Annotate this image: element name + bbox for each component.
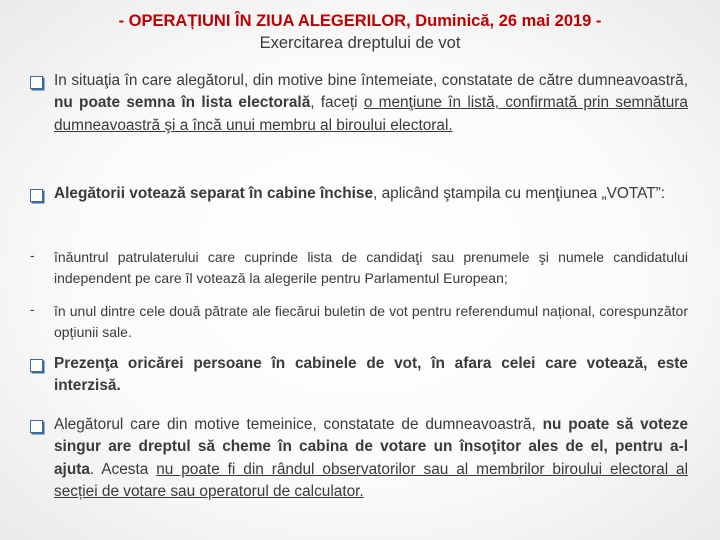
title-line-2: Exercitarea dreptului de vot xyxy=(259,34,461,52)
dash-bullet: - xyxy=(30,247,35,263)
paragraph-cannot-sign: In situaţia în care alegătorul, din motive bine întemeiate, constatate de către dumneavoastră, nu poate semna în lista electorală, faceți o menţiune în listă, confirmată prin semnătura dumneavoastră şi a încă unui membru al biroului electoral. xyxy=(54,72,688,134)
subparagraph-patrulater: înăuntrul patrulaterului care cuprinde lista de candidaţi sau prenumele şi numele candidatului independent pe care îl votează la alegerile pentru Parlamentul European; xyxy=(54,249,688,286)
checkbox-bullet-icon xyxy=(30,420,43,433)
paragraph-companion: Alegătorul care din motive temeinice, constatate de dumneavoastră, nu poate să voteze singur are dreptul să cheme în cabina de votare un însoţitor ales de el, pentru a-l ajuta. Acesta nu poate fi din rândul observatorilor sau al membrilor biroului electoral al secției de votare sau operatorul de calculator. xyxy=(54,416,689,501)
paragraph-presence-forbidden: Prezenţa oricărei persoane în cabinele de vot, în afara celei care votează, este interzisă. xyxy=(54,355,688,395)
title-line-1: - OPERAȚIUNI ÎN ZIUA ALEGERILOR, Duminică, 26 mai 2019 - xyxy=(118,12,602,30)
slide-title xyxy=(0,10,720,54)
paragraph-vote-separately: Alegătorii votează separat în cabine închise, aplicând ştampila cu menţiunea „VOTAT”: xyxy=(54,185,666,202)
dash-bullet: - xyxy=(30,301,35,317)
checkbox-bullet-icon xyxy=(30,189,43,202)
subparagraph-referendum: în unul dintre cele două pătrate ale fiecărui buletin de vot pentru referendumul național, corespunzător opțiunii sale. xyxy=(54,303,688,340)
checkbox-bullet-icon xyxy=(30,359,43,372)
checkbox-bullet-icon xyxy=(30,76,43,89)
